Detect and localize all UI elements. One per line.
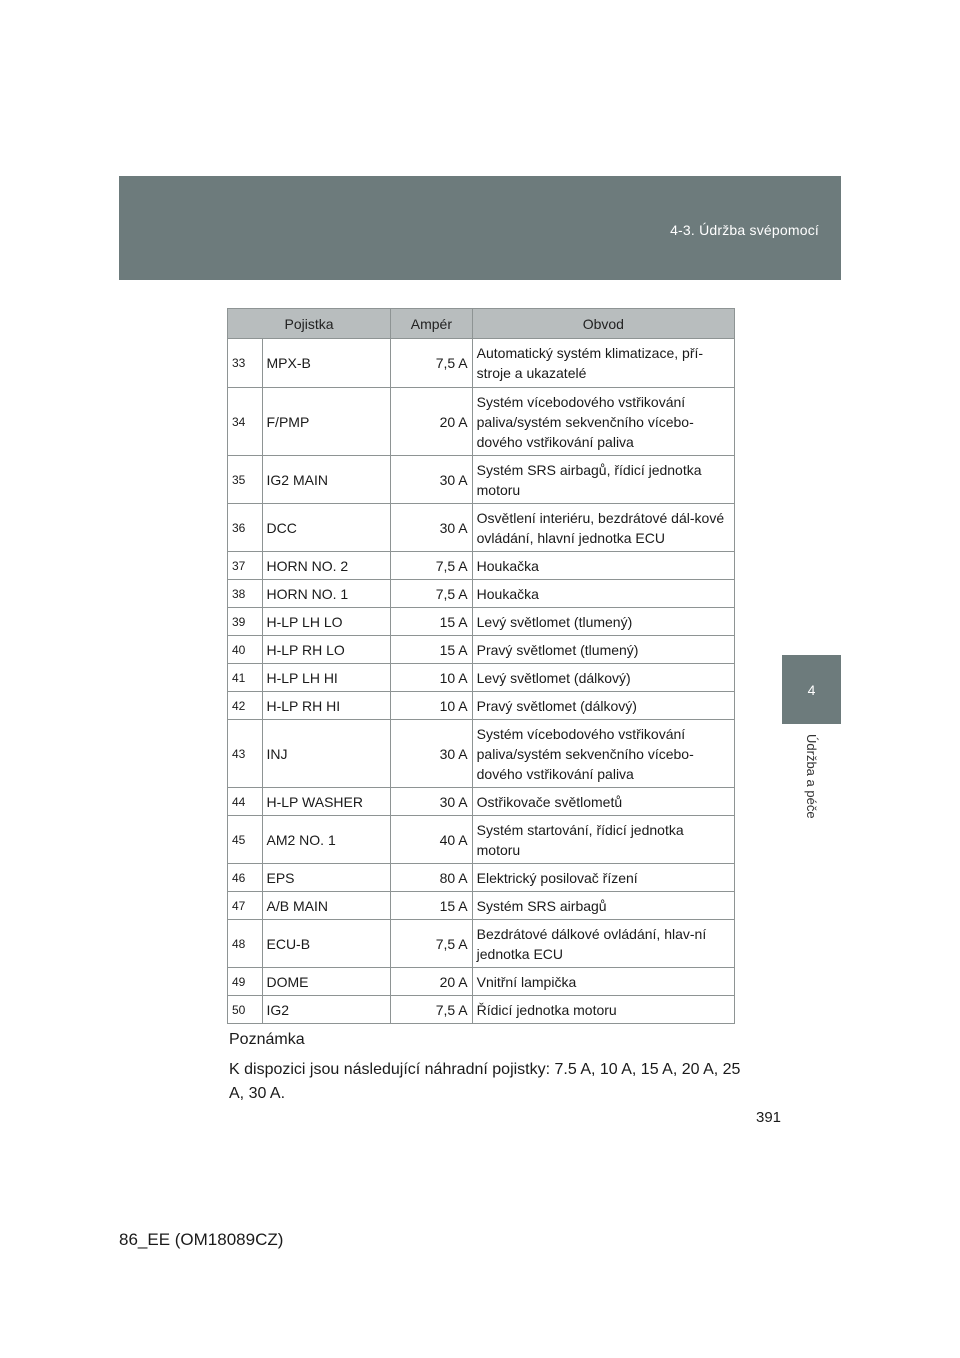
table-row [228,636,735,664]
fuse-circuit: Levý světlomet (tlumený) [472,608,734,636]
fuse-circuit: Systém vícebodového vstřikování paliva/systém sekvenčního vícebo-dového vstřikování paliva [472,720,734,788]
fuse-name: H-LP WASHER [262,788,391,816]
fuse-number: 48 [228,920,263,968]
fuse-number: 36 [228,504,263,552]
document-code: 86_EE (OM18089CZ) [119,1230,284,1249]
fuse-amperage: 15 A [391,608,473,636]
fuse-amperage: 15 A [391,892,473,920]
table-row [228,788,735,816]
fuse-amperage: 7,5 A [391,339,473,388]
page-number: 391 [756,1109,782,1126]
fuse-amperage: 20 A [391,968,473,996]
fuse-amperage: 30 A [391,720,473,788]
fuse-circuit: Pravý světlomet (tlumený) [472,636,734,664]
fuse-name: F/PMP [262,388,391,456]
fuse-name: IG2 MAIN [262,456,391,504]
fuse-name: HORN NO. 2 [262,552,391,580]
table-row [228,864,735,892]
fuse-amperage: 7,5 A [391,920,473,968]
fuse-name: H-LP RH HI [262,692,391,720]
table-row [228,968,735,996]
fuse-name: EPS [262,864,391,892]
fuse-number: 46 [228,864,263,892]
fuse-number: 35 [228,456,263,504]
fuse-amperage: 30 A [391,504,473,552]
note-title: Poznámka [229,1031,305,1048]
fuse-circuit: Systém SRS airbagů [472,892,734,920]
table-row [228,720,735,788]
fuse-amperage: 30 A [391,456,473,504]
table-row [228,816,735,864]
fuse-table-body [228,339,735,1024]
fuse-amperage: 10 A [391,692,473,720]
fuse-name: H-LP RH LO [262,636,391,664]
fuse-circuit: Elektrický posilovač řízení [472,864,734,892]
fuse-circuit: Vnitřní lampička [472,968,734,996]
fuse-name: IG2 [262,996,391,1024]
fuse-name: MPX-B [262,339,391,388]
fuse-name: DOME [262,968,391,996]
fuse-amperage: 30 A [391,788,473,816]
table-row [228,692,735,720]
fuse-circuit: Osvětlení interiéru, bezdrátové dál-kové ovládání, hlavní jednotka ECU [472,504,734,552]
fuse-circuit: Systém startování, řídicí jednotka motoru [472,816,734,864]
fuse-number: 39 [228,608,263,636]
fuse-amperage: 7,5 A [391,552,473,580]
section-title: 4-3. Údržba svépomocí [670,222,819,238]
chapter-label: Údržba a péče [804,734,819,819]
fuse-number: 43 [228,720,263,788]
fuse-name: AM2 NO. 1 [262,816,391,864]
table-row [228,920,735,968]
table-row [228,580,735,608]
fuse-name: ECU-B [262,920,391,968]
note-text: K dispozici jsou následující náhradní pojistky: 7.5 A, 10 A, 15 A, 20 A, 25 A, 30 A. [229,1061,741,1102]
table-row [228,664,735,692]
header-fuse: Pojistka [228,309,391,339]
fuse-circuit: Pravý světlomet (dálkový) [472,692,734,720]
fuse-number: 37 [228,552,263,580]
fuse-number: 44 [228,788,263,816]
fuse-circuit: Levý světlomet (dálkový) [472,664,734,692]
table-row [228,552,735,580]
fuse-number: 33 [228,339,263,388]
fuse-number: 41 [228,664,263,692]
table-row [228,996,735,1024]
fuse-name: HORN NO. 1 [262,580,391,608]
fuse-number: 49 [228,968,263,996]
fuse-circuit: Houkačka [472,580,734,608]
fuse-amperage: 7,5 A [391,996,473,1024]
fuse-amperage: 20 A [391,388,473,456]
fuse-circuit: Bezdrátové dálkové ovládání, hlav-ní jednotka ECU [472,920,734,968]
fuse-number: 47 [228,892,263,920]
fuse-number: 50 [228,996,263,1024]
fuse-name: INJ [262,720,391,788]
table-row [228,608,735,636]
fuse-table [227,308,735,1024]
fuse-circuit: Systém vícebodového vstřikování paliva/systém sekvenčního vícebo-dového vstřikování paliva [472,388,734,456]
fuse-amperage: 40 A [391,816,473,864]
header-band [119,176,841,280]
table-row [228,892,735,920]
chapter-tab: 4 [782,655,841,724]
fuse-number: 34 [228,388,263,456]
fuse-amperage: 7,5 A [391,580,473,608]
table-header-row [228,309,735,339]
fuse-number: 40 [228,636,263,664]
header-amp: Ampér [391,309,473,339]
fuse-name: H-LP LH HI [262,664,391,692]
fuse-name: DCC [262,504,391,552]
fuse-number: 45 [228,816,263,864]
fuse-number: 42 [228,692,263,720]
table-row [228,388,735,456]
fuse-circuit: Ostřikovače světlometů [472,788,734,816]
table-row [228,339,735,388]
fuse-circuit: Automatický systém klimatizace, pří-stroje a ukazatelé [472,339,734,388]
fuse-amperage: 15 A [391,636,473,664]
fuse-name: A/B MAIN [262,892,391,920]
header-circuit: Obvod [472,309,734,339]
fuse-circuit: Řídicí jednotka motoru [472,996,734,1024]
fuse-number: 38 [228,580,263,608]
fuse-name: H-LP LH LO [262,608,391,636]
table-row [228,456,735,504]
fuse-circuit: Systém SRS airbagů, řídicí jednotka motoru [472,456,734,504]
fuse-amperage: 80 A [391,864,473,892]
fuse-amperage: 10 A [391,664,473,692]
table-row [228,504,735,552]
fuse-circuit: Houkačka [472,552,734,580]
